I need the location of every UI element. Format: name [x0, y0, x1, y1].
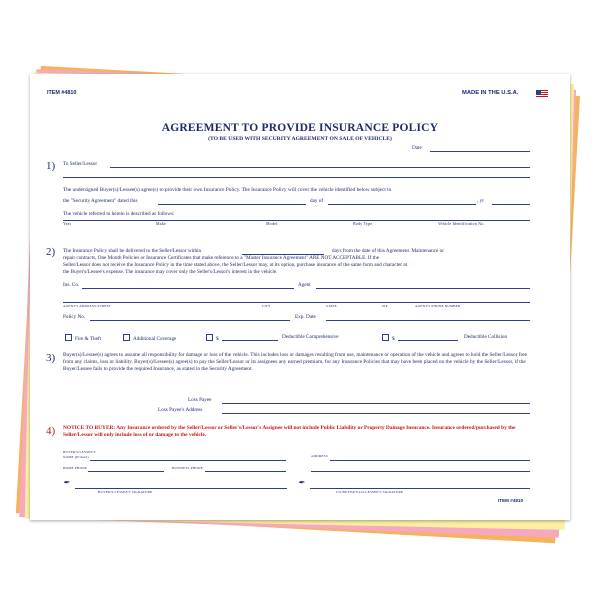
- deductible-collision-checkbox[interactable]: [382, 334, 389, 341]
- ins-co-label: Ins. Co.: [63, 282, 80, 288]
- year-label: , yr: [477, 198, 484, 204]
- buyer-signature-label: BUYER'S/LESSEE'S SIGNATURE: [98, 490, 153, 494]
- fire-theft-label: Fire & Theft: [75, 336, 102, 342]
- address-label: ADDRESS: [311, 454, 328, 458]
- col-make: Make: [156, 221, 166, 226]
- security-agreement-dated-label: the "Security Agreement" dated this: [63, 198, 138, 204]
- deductible-collision-label: Deductible Collision: [464, 334, 508, 340]
- address-field[interactable]: [330, 460, 530, 461]
- additional-coverage-option[interactable]: [123, 334, 176, 342]
- agent-state-label: STATE: [326, 304, 337, 308]
- agent-field[interactable]: [316, 288, 530, 289]
- delivery-line1-b: days from the date of this Agreement. Maintenance or: [332, 248, 444, 254]
- agent-phone-label: AGENT'S PHONE NUMBER: [415, 304, 461, 308]
- dollar-sign-2: $: [392, 336, 395, 342]
- item-number-top: ITEM #4810: [47, 90, 77, 96]
- col-year: Year: [63, 221, 72, 226]
- section-1-paragraph: The undersigned Buyer(s)/Lessee(s) agree(s) to provide their own Insurance Policy. The Insurance Policy will cover the vehicle identified below subject to: [63, 187, 392, 193]
- additional-coverage-checkbox[interactable]: [123, 334, 130, 341]
- form-subtitle: (TO BE USED WITH SECURITY AGREEMENT ON SALE OF VEHICLE): [208, 136, 392, 142]
- agent-address-field[interactable]: [63, 302, 530, 303]
- delivery-line1-a: The Insurance Policy shall be delivered to the Seller/Lessor within: [63, 248, 202, 254]
- section-1-number: 1): [46, 160, 56, 172]
- fire-theft-option[interactable]: [65, 334, 101, 342]
- dollar-sign-1: $: [216, 336, 219, 342]
- home-phone-label: HOME PHONE: [63, 466, 88, 470]
- policy-no-field[interactable]: [90, 320, 290, 321]
- additional-coverage-label: Additional Coverage: [133, 336, 177, 342]
- agent-address-street-label: AGENT'S ADDRESS-STREET: [63, 304, 112, 308]
- loss-payee-label: Loss Payee: [188, 397, 212, 403]
- col-model: Model: [266, 221, 278, 226]
- exp-date-label: Exp. Date: [295, 314, 316, 320]
- insurance-agreement-form: [30, 74, 570, 520]
- home-phone-field[interactable]: [88, 471, 164, 472]
- agent-zip-label: ZIP: [382, 304, 388, 308]
- deductible-comprehensive-label: Deductible Comprehensive: [282, 334, 339, 340]
- cobuyer-signature-label: CO-BUYER'S/CO-LESSEE'S SIGNATURE: [336, 490, 404, 494]
- date-label: Date: [412, 145, 422, 151]
- delivery-line3: Seller/Lessor does not receive the Insurance Policy in the time stated above, the Seller/Lessor may, at its option, purchase insurance of the same form and character at: [63, 262, 408, 268]
- year-field[interactable]: [492, 204, 530, 205]
- deductible-comprehensive-checkbox[interactable]: [206, 334, 213, 341]
- seller-lessor-field-line2[interactable]: [63, 177, 530, 178]
- buyer-name-label: BUYER'S/LESSEE'S NAME (Printed): [63, 450, 96, 459]
- cobuyer-signature-field[interactable]: [310, 488, 530, 489]
- date-field[interactable]: [430, 151, 530, 152]
- policy-no-label: Policy No.: [63, 314, 86, 320]
- day-of-label: day of: [310, 198, 324, 204]
- ins-co-field[interactable]: [82, 288, 294, 289]
- buyer-signature-pen-icon: ✒: [63, 478, 70, 487]
- dated-day-field[interactable]: [158, 204, 306, 205]
- deductible-collision-amount[interactable]: [398, 340, 458, 341]
- section-4-number: 4): [46, 425, 56, 437]
- deductible-collision-option[interactable]: [382, 334, 395, 342]
- loss-payee-field[interactable]: [222, 403, 530, 404]
- form-title: AGREEMENT TO PROVIDE INSURANCE POLICY: [161, 122, 439, 134]
- seller-lessor-field[interactable]: [110, 167, 530, 168]
- section-3-paragraph: Buyer(s)/Lessee(s) agrees to assume all responsibility for damage or loss of the vehicle. This includes loss or damages resulting from use, maintenance or operation of the vehicle and agrees to hold the Seller/Lessor free from any claims, loss or liability. Buyer(s)/Lessee(s) agree(s) to pay the Seller/Lessor or its assignees any earned premium, for any Insurance Policies that may have been placed on the vehicle by the Seller/Lessor, if the Buyer/Lessee fails to provide the required Insurance, as stated in the Security Agreement.: [63, 352, 527, 373]
- to-seller-label: To Seller/Lessor: [63, 161, 98, 167]
- vehicle-description-label: The vehicle referred to herein is described as follows:: [63, 211, 175, 217]
- business-phone-label: BUSINESS PHONE: [172, 466, 203, 470]
- cobuyer-signature-pen-icon: ✒: [298, 478, 305, 487]
- month-field[interactable]: [328, 204, 476, 205]
- col-body-type: Body Type: [353, 221, 373, 226]
- made-in-usa-label: MADE IN THE U.S.A.: [462, 90, 519, 96]
- agent-city-label: CITY: [262, 304, 271, 308]
- us-flag-icon: [536, 90, 548, 98]
- business-phone-field[interactable]: [205, 471, 286, 472]
- delivery-line4: the Buyer's/Lessee's expense. The insurance may cover only the Seller's/Lessor's interest in the vehicle.: [63, 269, 278, 275]
- agent-label: Agent: [298, 282, 311, 288]
- exp-date-field[interactable]: [326, 320, 530, 321]
- address-field-line2[interactable]: [311, 471, 530, 472]
- buyer-signature-field[interactable]: [75, 488, 287, 489]
- section-2-number: 2): [46, 246, 56, 258]
- fire-theft-checkbox[interactable]: [65, 334, 72, 341]
- deductible-comprehensive-amount[interactable]: [222, 340, 278, 341]
- col-vin: Vehicle Identification No.: [438, 221, 485, 226]
- deductible-comprehensive-option[interactable]: [206, 334, 219, 342]
- loss-payee-address-label: Loss Payee's Address: [158, 407, 203, 413]
- loss-payee-address-field[interactable]: [222, 413, 530, 414]
- delivery-line2: repair contracts, One Month Policies or Insurance Certificates that make reference to a "Master Insurance Agreement" ARE NOT ACCEPTABLE. If the: [63, 255, 380, 261]
- section-3-number: 3): [46, 352, 56, 364]
- item-number-bottom: ITEM #4810: [498, 498, 524, 503]
- notice-to-buyer: NOTICE TO BUYER: Any Insurance ordered by the Seller/Lessor or Seller's/Lessor's Assignee will not include Public Liability or Property Damage Insurance. Insurance ordered/purchased by the Seller/Lessor will only include loss of or damage to the vehicle.: [63, 425, 516, 439]
- buyer-name-field[interactable]: [90, 460, 286, 461]
